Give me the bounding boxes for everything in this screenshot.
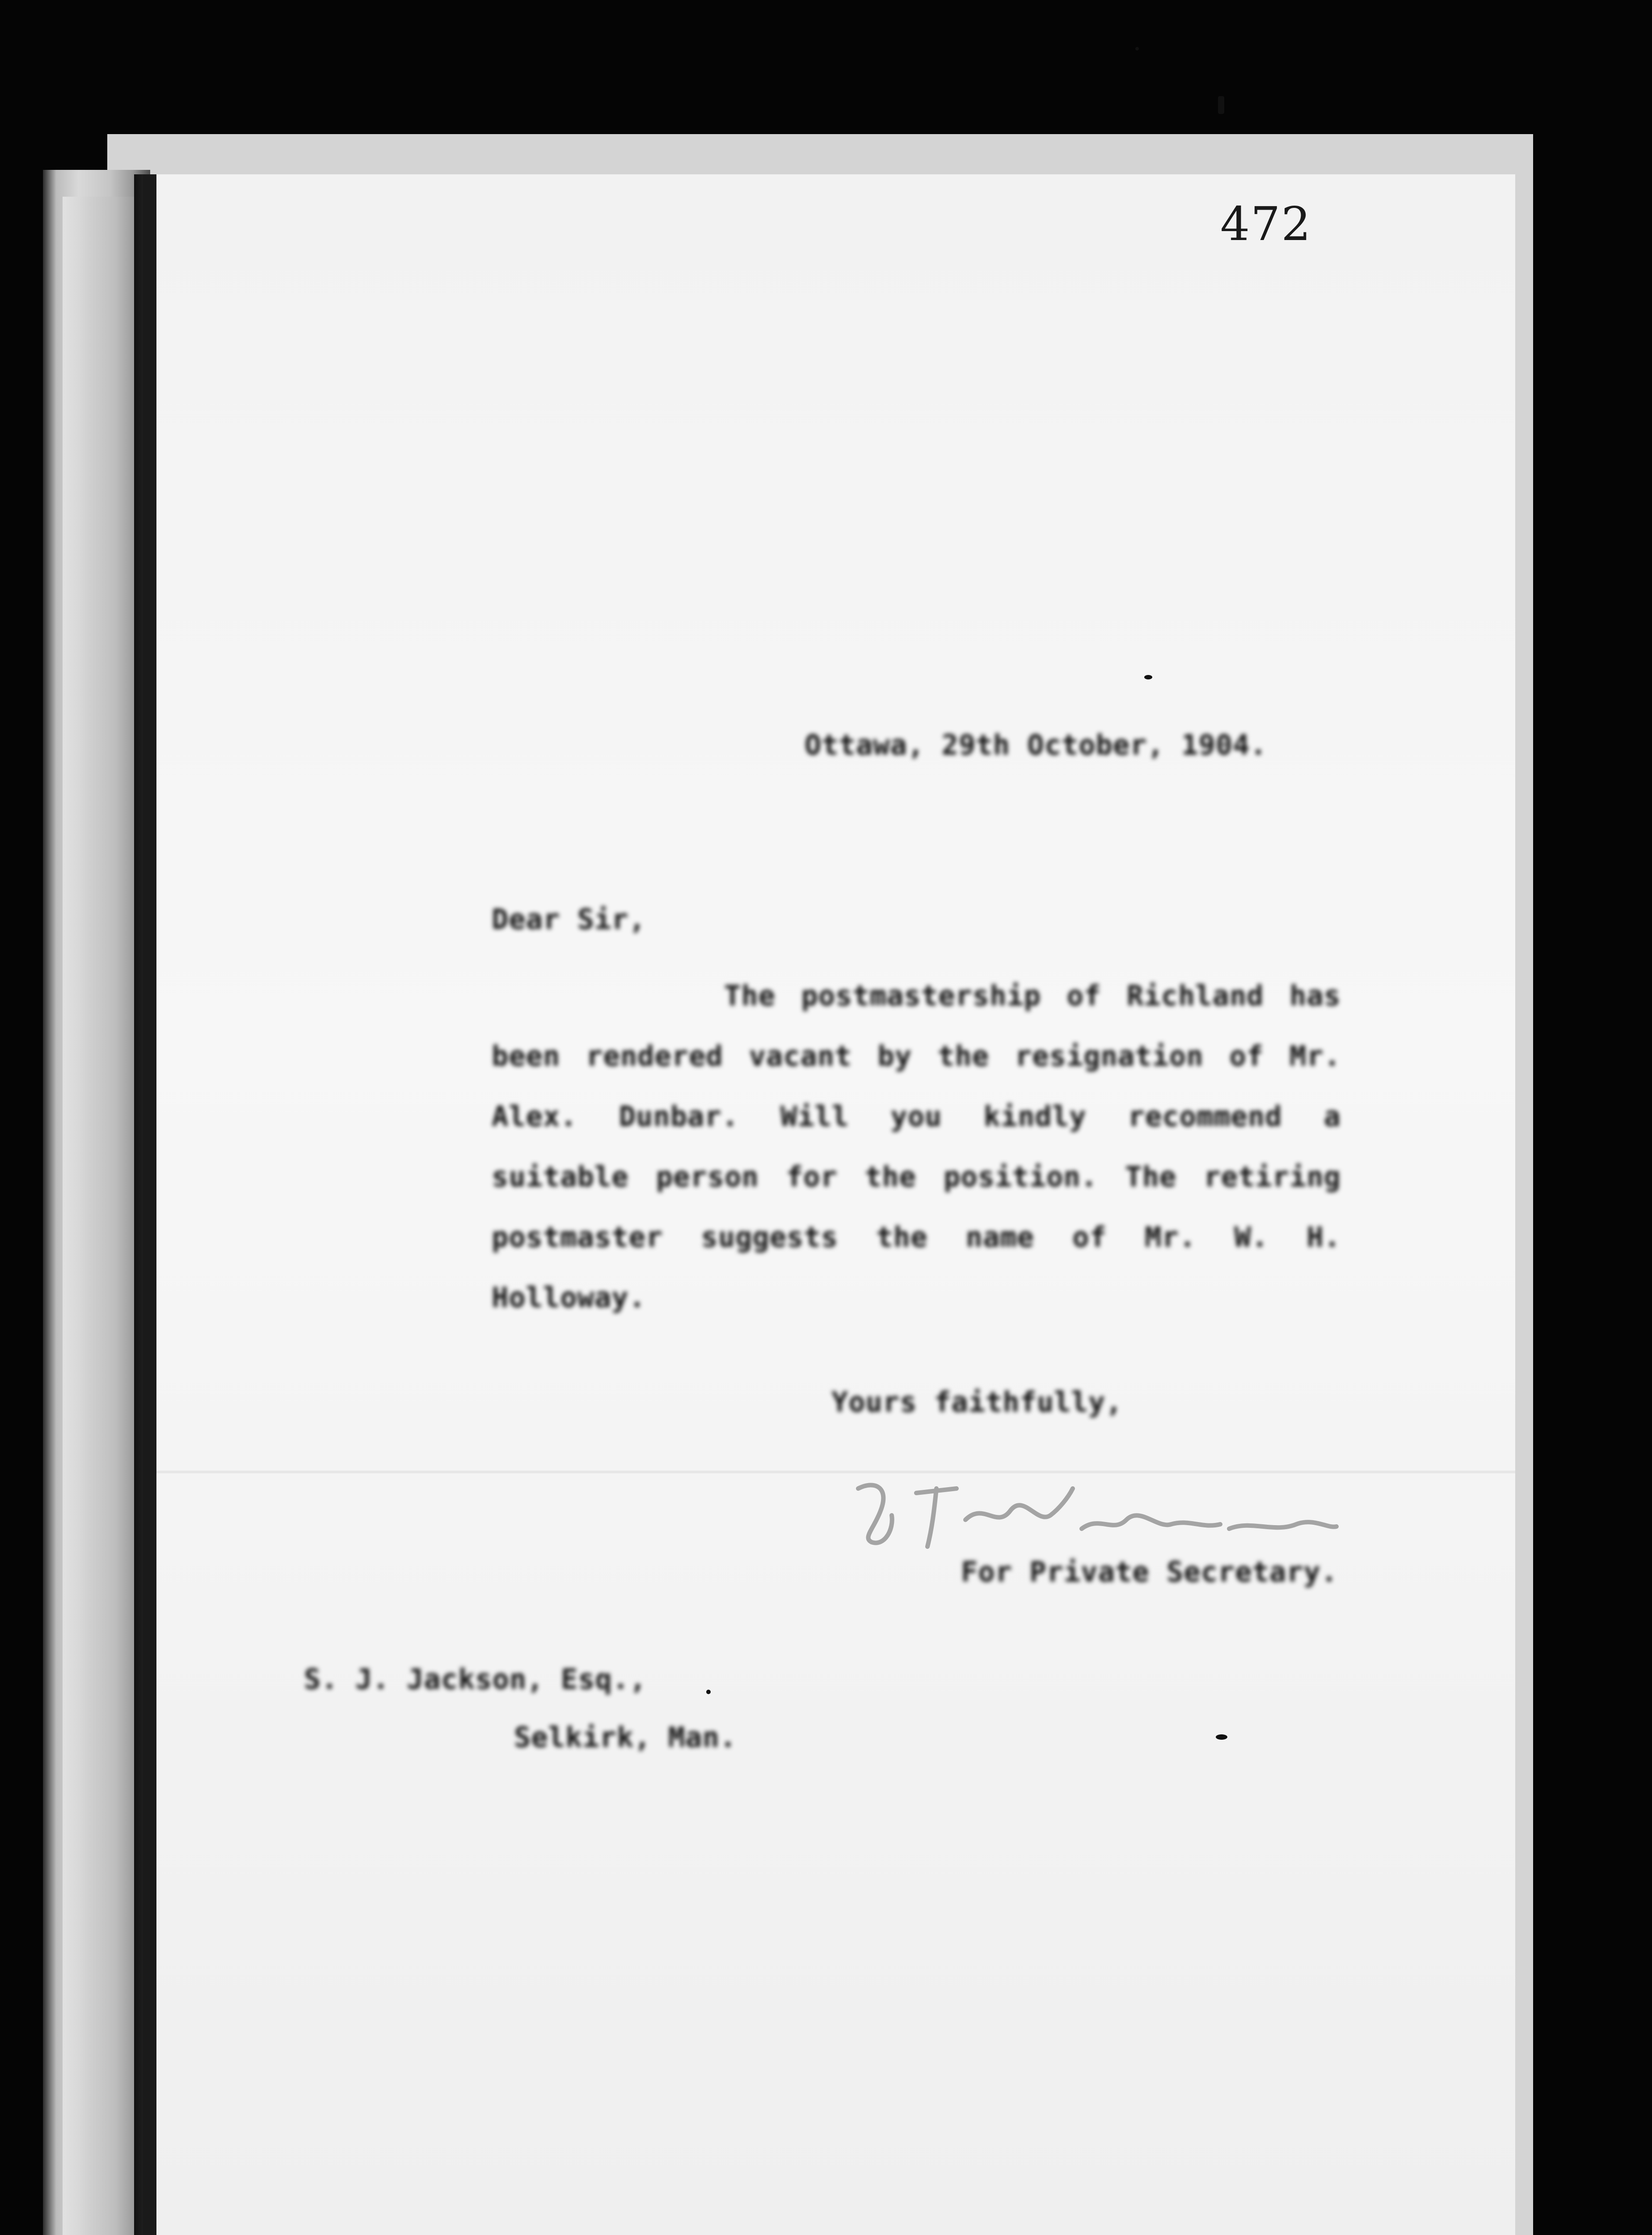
letter-salutation: Dear Sir,: [492, 903, 646, 936]
letter-closing: Yours faithfully,: [831, 1386, 1123, 1418]
dust-speck: [1135, 47, 1139, 51]
handwritten-signature: [849, 1462, 1341, 1560]
dust-speck: [1144, 675, 1152, 679]
recipient-place: Selkirk, Man.: [514, 1721, 737, 1754]
dust-speck: [706, 1690, 711, 1694]
dust-speck: [1218, 96, 1224, 114]
signature-title: For Private Secretary.: [961, 1556, 1338, 1588]
page-number: 472: [1220, 197, 1312, 251]
dust-speck: [1216, 1734, 1227, 1740]
recipient-name: S. J. Jackson, Esq.,: [304, 1663, 647, 1695]
letter-body: The postmastership of Richland has been rendered vacant by the resignation of Mr. Alex. Dunbar. Will you kindly recommend a suitable person for the position. The retiring postmaster suggests the name of Mr. W. H. Holloway.: [492, 979, 1341, 1314]
letter-date: Ottawa, 29th October, 1904.: [805, 729, 1267, 761]
stacked-page-edges-inner: [63, 197, 143, 2235]
